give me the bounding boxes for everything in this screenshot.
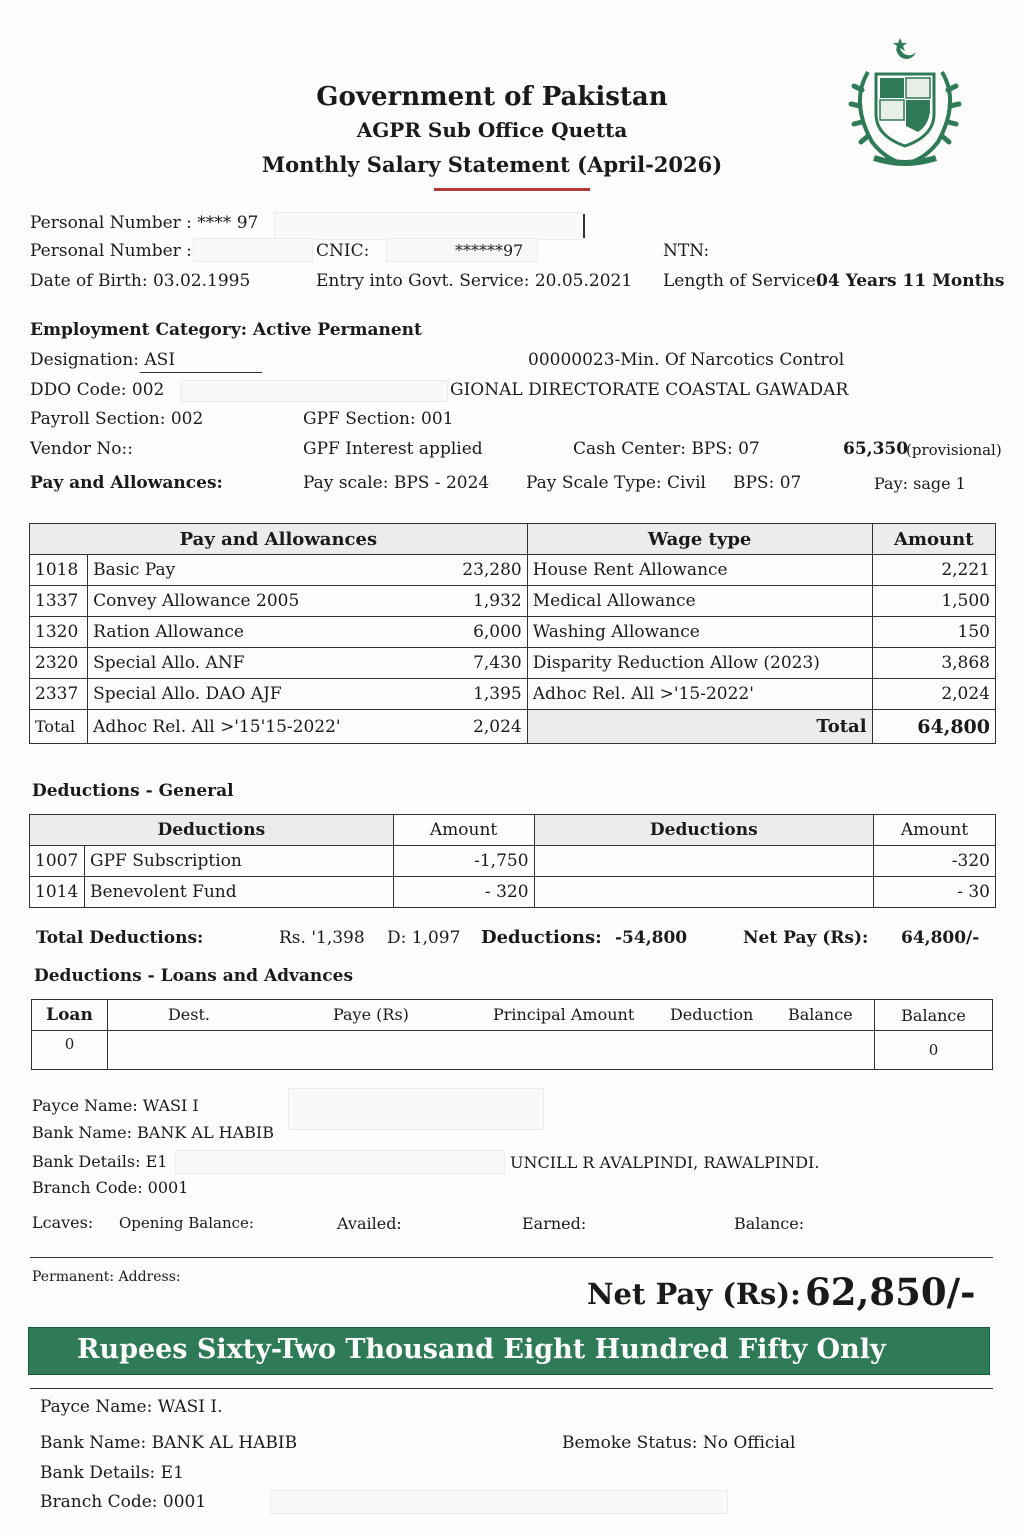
deductions-table xyxy=(29,814,996,908)
state-emblem-icon xyxy=(840,32,970,172)
permanent-address-label: Permanent: Address: xyxy=(32,1269,181,1285)
statement-title: Monthly Salary Statement (April-2026) xyxy=(261,152,723,177)
table-row xyxy=(30,648,996,679)
total-label: Total xyxy=(527,710,872,744)
bank-details: Bank Details: E1 xyxy=(32,1152,168,1171)
redacted-field xyxy=(270,1490,728,1514)
name-cell: Special Allo. ANF xyxy=(88,648,351,679)
column-header: Deduction xyxy=(669,1005,754,1024)
net-pay-value: 64,800/- xyxy=(901,928,980,948)
loans-table xyxy=(31,999,993,1070)
deductions-value: -54,800 xyxy=(615,928,688,948)
loans-title: Deductions - Loans and Advances xyxy=(34,966,354,986)
designation-underline xyxy=(140,372,262,373)
opening-balance: Opening Balance: xyxy=(119,1214,254,1232)
date-of-birth: Date of Birth: 03.02.1995 xyxy=(30,271,251,291)
amount-cell: - 30 xyxy=(874,877,996,908)
entry-date: Entry into Govt. Service: 20.05.2021 xyxy=(316,271,633,291)
code-cell: 2320 xyxy=(30,648,88,679)
length-of-service-value: 04 Years 11 Months xyxy=(816,271,1005,291)
table-header-row xyxy=(30,524,996,555)
column-header: Dest. xyxy=(167,1005,210,1024)
footer-bank-details: Bank Details: E1 xyxy=(40,1463,184,1483)
wage-amount-cell: 2,221 xyxy=(872,555,995,586)
amount-cell: - 320 xyxy=(393,877,534,908)
name-cell: GPF Subscription xyxy=(84,846,393,877)
redacted-field xyxy=(180,380,448,402)
column-header: Loan xyxy=(32,1000,108,1031)
table-row xyxy=(30,555,996,586)
personal-number-2: Personal Number : xyxy=(30,241,192,261)
payee-name: Payce Name: WASI I xyxy=(32,1096,199,1115)
vendor-number: Vendor No:: xyxy=(30,439,133,459)
provisional-amount: 65,350 xyxy=(843,439,909,459)
loan-cell: 0 xyxy=(32,1031,108,1070)
code-cell: 1014 xyxy=(30,877,85,908)
wage-amount-cell: 1,500 xyxy=(872,586,995,617)
wage-cell: Medical Allowance xyxy=(527,586,872,617)
footer-net-pay-value: 62,850/- xyxy=(805,1270,976,1314)
code-cell: 2337 xyxy=(30,679,88,710)
table-row xyxy=(32,1031,993,1070)
wage-amount-cell: 3,868 xyxy=(872,648,995,679)
total-deductions-d: D: 1,097 xyxy=(387,928,461,948)
deductions-label: Deductions: xyxy=(481,927,602,948)
amount-in-words: Rupees Sixty-Two Thousand Eight Hundred Fifty Only xyxy=(77,1334,886,1365)
wage-cell: Washing Allowance xyxy=(527,617,872,648)
pay-allowances-label: Pay and Allowances: xyxy=(30,473,223,493)
amount-cell: 23,280 xyxy=(351,555,527,586)
footer-payee-name: Payce Name: WASI I. xyxy=(40,1397,223,1417)
gpf-interest: GPF Interest applied xyxy=(303,439,483,459)
branch-address: UNCILL R AVALPINDI, RAWALPINDI. xyxy=(510,1153,820,1172)
provisional-label: (provisional) xyxy=(906,441,1002,459)
net-pay-label: Net Pay (Rs): xyxy=(743,928,869,948)
amount-in-words-banner xyxy=(28,1327,990,1375)
empty-cell xyxy=(107,1031,874,1070)
directorate: GIONAL DIRECTORATE COASTAL GAWADAR xyxy=(450,380,849,400)
amount-cell: -320 xyxy=(874,846,996,877)
title-underline xyxy=(434,188,590,191)
wage-amount-cell: 150 xyxy=(872,617,995,648)
pay-scale: Pay scale: BPS - 2024 xyxy=(303,473,490,493)
wage-cell: House Rent Allowance xyxy=(527,555,872,586)
redacted-field xyxy=(288,1088,544,1130)
amount-cell: -1,750 xyxy=(393,846,534,877)
leaves-earned: Earned: xyxy=(522,1214,587,1233)
code-cell: 1007 xyxy=(30,846,85,877)
balance-cell: 0 xyxy=(875,1031,993,1070)
code-cell: 1337 xyxy=(30,586,88,617)
code-cell: 1320 xyxy=(30,617,88,648)
name-cell: Convey Allowance 2005 xyxy=(88,586,351,617)
name-cell: Benevolent Fund xyxy=(84,877,393,908)
loans-header-group xyxy=(107,1000,874,1031)
table-row xyxy=(30,586,996,617)
footer-bank-name: Bank Name: BANK AL HABIB xyxy=(40,1433,298,1453)
column-header: Balance xyxy=(787,1005,853,1024)
name-cell xyxy=(534,846,874,877)
pay-stage: Pay: sage 1 xyxy=(874,474,966,493)
bemoke-status: Bemoke Status: No Official xyxy=(562,1433,796,1453)
table-row xyxy=(30,846,996,877)
ntn-label: NTN: xyxy=(663,241,710,261)
redacted-field xyxy=(193,238,313,262)
column-header: Wage type xyxy=(527,524,872,555)
total-row xyxy=(30,710,996,744)
column-header: Amount xyxy=(874,815,996,846)
office-name: AGPR Sub Office Quetta xyxy=(356,118,628,142)
name-cell: Adhoc Rel. All >'15'15-2022' xyxy=(88,710,351,744)
payroll-section: Payroll Section: 002 xyxy=(30,409,204,429)
gpf-section: GPF Section: 001 xyxy=(303,409,454,429)
deductions-general-title: Deductions - General xyxy=(32,781,234,801)
page-title: Government of Pakistan xyxy=(316,82,668,112)
footer-branch-code: Branch Code: 0001 xyxy=(40,1492,207,1512)
column-header: Principal Amount xyxy=(492,1005,635,1024)
cnic-label: CNIC: xyxy=(316,241,370,261)
total-amount: 64,800 xyxy=(872,710,995,744)
column-header: Deductions xyxy=(30,815,394,846)
name-cell: Basic Pay xyxy=(88,555,351,586)
table-row xyxy=(30,877,996,908)
redacted-field xyxy=(175,1150,505,1174)
ddo-code: DDO Code: 002 xyxy=(30,380,165,400)
amount-cell: 1,932 xyxy=(351,586,527,617)
pay-scale-type: Pay Scale Type: Civil xyxy=(526,473,706,493)
code-cell: Total xyxy=(30,710,88,744)
allowances-table xyxy=(29,523,996,744)
length-of-service-label: Length of Service: xyxy=(663,271,822,291)
redacted-field xyxy=(274,212,584,240)
table-row xyxy=(30,617,996,648)
footer-net-pay-label: Net Pay (Rs): xyxy=(587,1277,801,1311)
amount-cell: 7,430 xyxy=(351,648,527,679)
designation: Designation: ASI xyxy=(30,350,176,370)
wage-amount-cell: 2,024 xyxy=(872,679,995,710)
divider xyxy=(30,1388,993,1389)
total-deductions-label: Total Deductions: xyxy=(36,928,204,948)
column-header: Amount xyxy=(872,524,995,555)
table-header-row xyxy=(32,1000,993,1031)
column-header: Paye (Rs) xyxy=(332,1005,409,1024)
branch-code: Branch Code: 0001 xyxy=(32,1178,189,1197)
column-header: Amount xyxy=(393,815,534,846)
amount-cell: 1,395 xyxy=(351,679,527,710)
name-cell: Special Allo. DAO AJF xyxy=(88,679,351,710)
column-header: Deductions xyxy=(534,815,874,846)
cursor-mark xyxy=(583,214,585,238)
cash-center: Cash Center: BPS: 07 xyxy=(573,439,760,459)
leaves-availed: Availed: xyxy=(337,1214,402,1233)
employment-category: Employment Category: Active Permanent xyxy=(30,320,422,340)
bps: BPS: 07 xyxy=(733,473,802,493)
column-header: Pay and Allowances xyxy=(30,524,528,555)
amount-cell: 6,000 xyxy=(351,617,527,648)
ministry: 00000023-Min. Of Narcotics Control xyxy=(528,350,845,370)
leaves-label: Lcaves: xyxy=(32,1213,94,1232)
wage-cell: Disparity Reduction Allow (2023) xyxy=(527,648,872,679)
leaves-balance: Balance: xyxy=(734,1214,805,1233)
code-cell: 1018 xyxy=(30,555,88,586)
total-deductions-rs: Rs. '1,398 xyxy=(279,928,365,948)
table-row xyxy=(30,679,996,710)
amount-cell: 2,024 xyxy=(351,710,527,744)
bank-name: Bank Name: BANK AL HABIB xyxy=(32,1123,274,1142)
name-cell: Ration Allowance xyxy=(88,617,351,648)
wage-cell: Adhoc Rel. All >'15-2022' xyxy=(527,679,872,710)
divider xyxy=(30,1257,993,1258)
personal-number-1: Personal Number : **** 97 xyxy=(30,213,259,233)
table-header-row xyxy=(30,815,996,846)
column-header: Balance xyxy=(875,1000,993,1031)
cnic-value: ******97 xyxy=(455,241,524,260)
name-cell xyxy=(534,877,874,908)
